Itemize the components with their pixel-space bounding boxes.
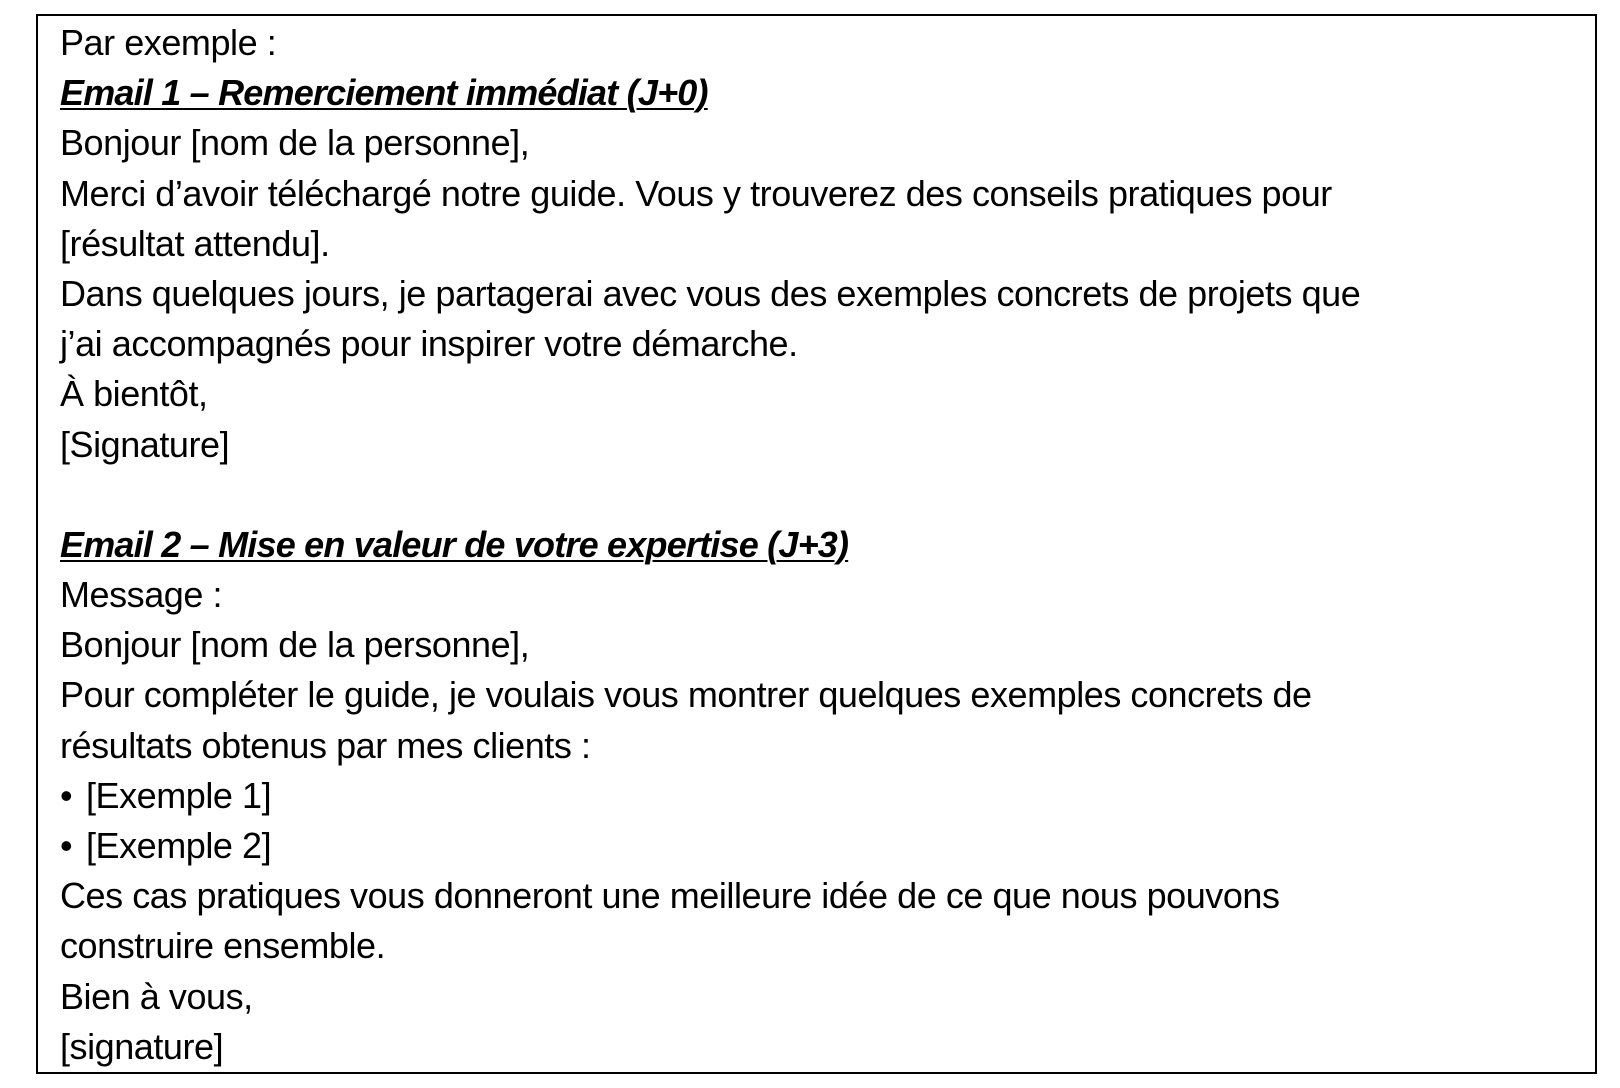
email2-closing: Bien à vous,	[60, 975, 253, 1017]
email2-greeting: Bonjour [nom de la personne],	[60, 624, 530, 666]
email2-after-line: Ces cas pratiques vous donneront une meilleure idée de ce que nous pouvons	[60, 875, 1280, 917]
email1-closing: À bientôt,	[60, 373, 208, 415]
email1-body-line: j’ai accompagnés pour inspirer votre démarche.	[60, 323, 798, 365]
email2-heading: Email 2 – Mise en valeur de votre expertise (J+3)	[60, 523, 849, 565]
email1-greeting: Bonjour [nom de la personne],	[60, 122, 530, 164]
bullet-text: [Exemple 2]	[86, 825, 272, 866]
email1-signature: [Signature]	[60, 423, 230, 465]
bullet-item	[60, 821, 1595, 871]
blank-line	[60, 470, 1595, 520]
email2-message-label: Message :	[60, 574, 223, 616]
bullet-item	[60, 771, 1595, 821]
bullet-icon: •	[60, 825, 73, 866]
email1-body-line: [résultat attendu].	[60, 222, 330, 264]
intro-text: Par exemple :	[60, 22, 277, 63]
bullet-text: [Exemple 1]	[86, 774, 272, 816]
document-frame	[36, 14, 1597, 1074]
email1-body-line: Dans quelques jours, je partagerai avec vous des exemples concrets de projets que	[60, 272, 1361, 314]
email2-after-line: construire ensemble.	[60, 925, 386, 967]
bullet-icon: •	[60, 774, 73, 816]
email1-body-line: Merci d’avoir téléchargé notre guide. Vous y trouverez des conseils pratiques pour	[60, 172, 1332, 214]
email2-body-line: résultats obtenus par mes clients :	[60, 724, 591, 766]
email2-body-line: Pour compléter le guide, je voulais vous montrer quelques exemples concrets de	[60, 674, 1312, 716]
email2-signature: [signature]	[60, 1025, 224, 1067]
email1-heading: Email 1 – Remerciement immédiat (J+0)	[60, 72, 708, 114]
